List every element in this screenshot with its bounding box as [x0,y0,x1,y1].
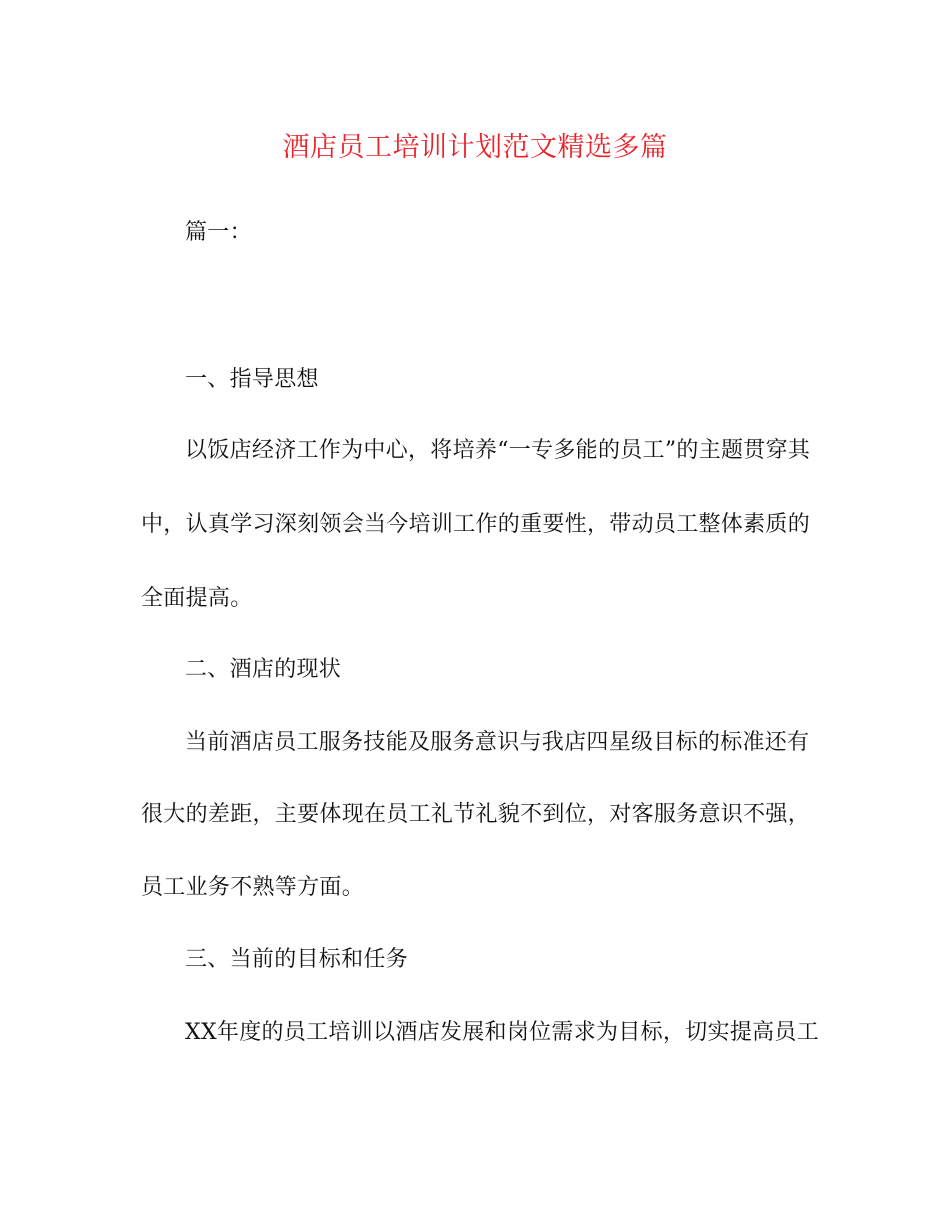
paragraph-line: 很大的差距，主要体现在员工礼节礼貌不到位，对客服务意识不强， [141,802,811,827]
paragraph-line: 中，认真学习深刻领会当今培训工作的重要性，带动员工整体素质的 [141,512,811,537]
paragraph-line: 当前酒店员工服务技能及服务意识与我店四星级目标的标准还有 [185,730,810,755]
paragraph-line: 全面提高。 [141,586,253,611]
paragraph-line: XX年度的员工培训以酒店发展和岗位需求为目标，切实提高员工 [185,1020,820,1045]
section-heading: 三、当前的目标和任务 [185,947,409,972]
section-heading: 二、酒店的现状 [185,657,342,682]
section-heading: 一、指导思想 [185,367,319,392]
paragraph-line: 以饭店经济工作为中心，将培养“一专多能的员工”的主题贯穿其 [185,438,811,463]
document-title: 酒店员工培训计划范文精选多篇 [282,132,668,163]
article-label: 篇一： [185,220,252,245]
paragraph-line: 员工业务不熟等方面。 [141,875,365,900]
